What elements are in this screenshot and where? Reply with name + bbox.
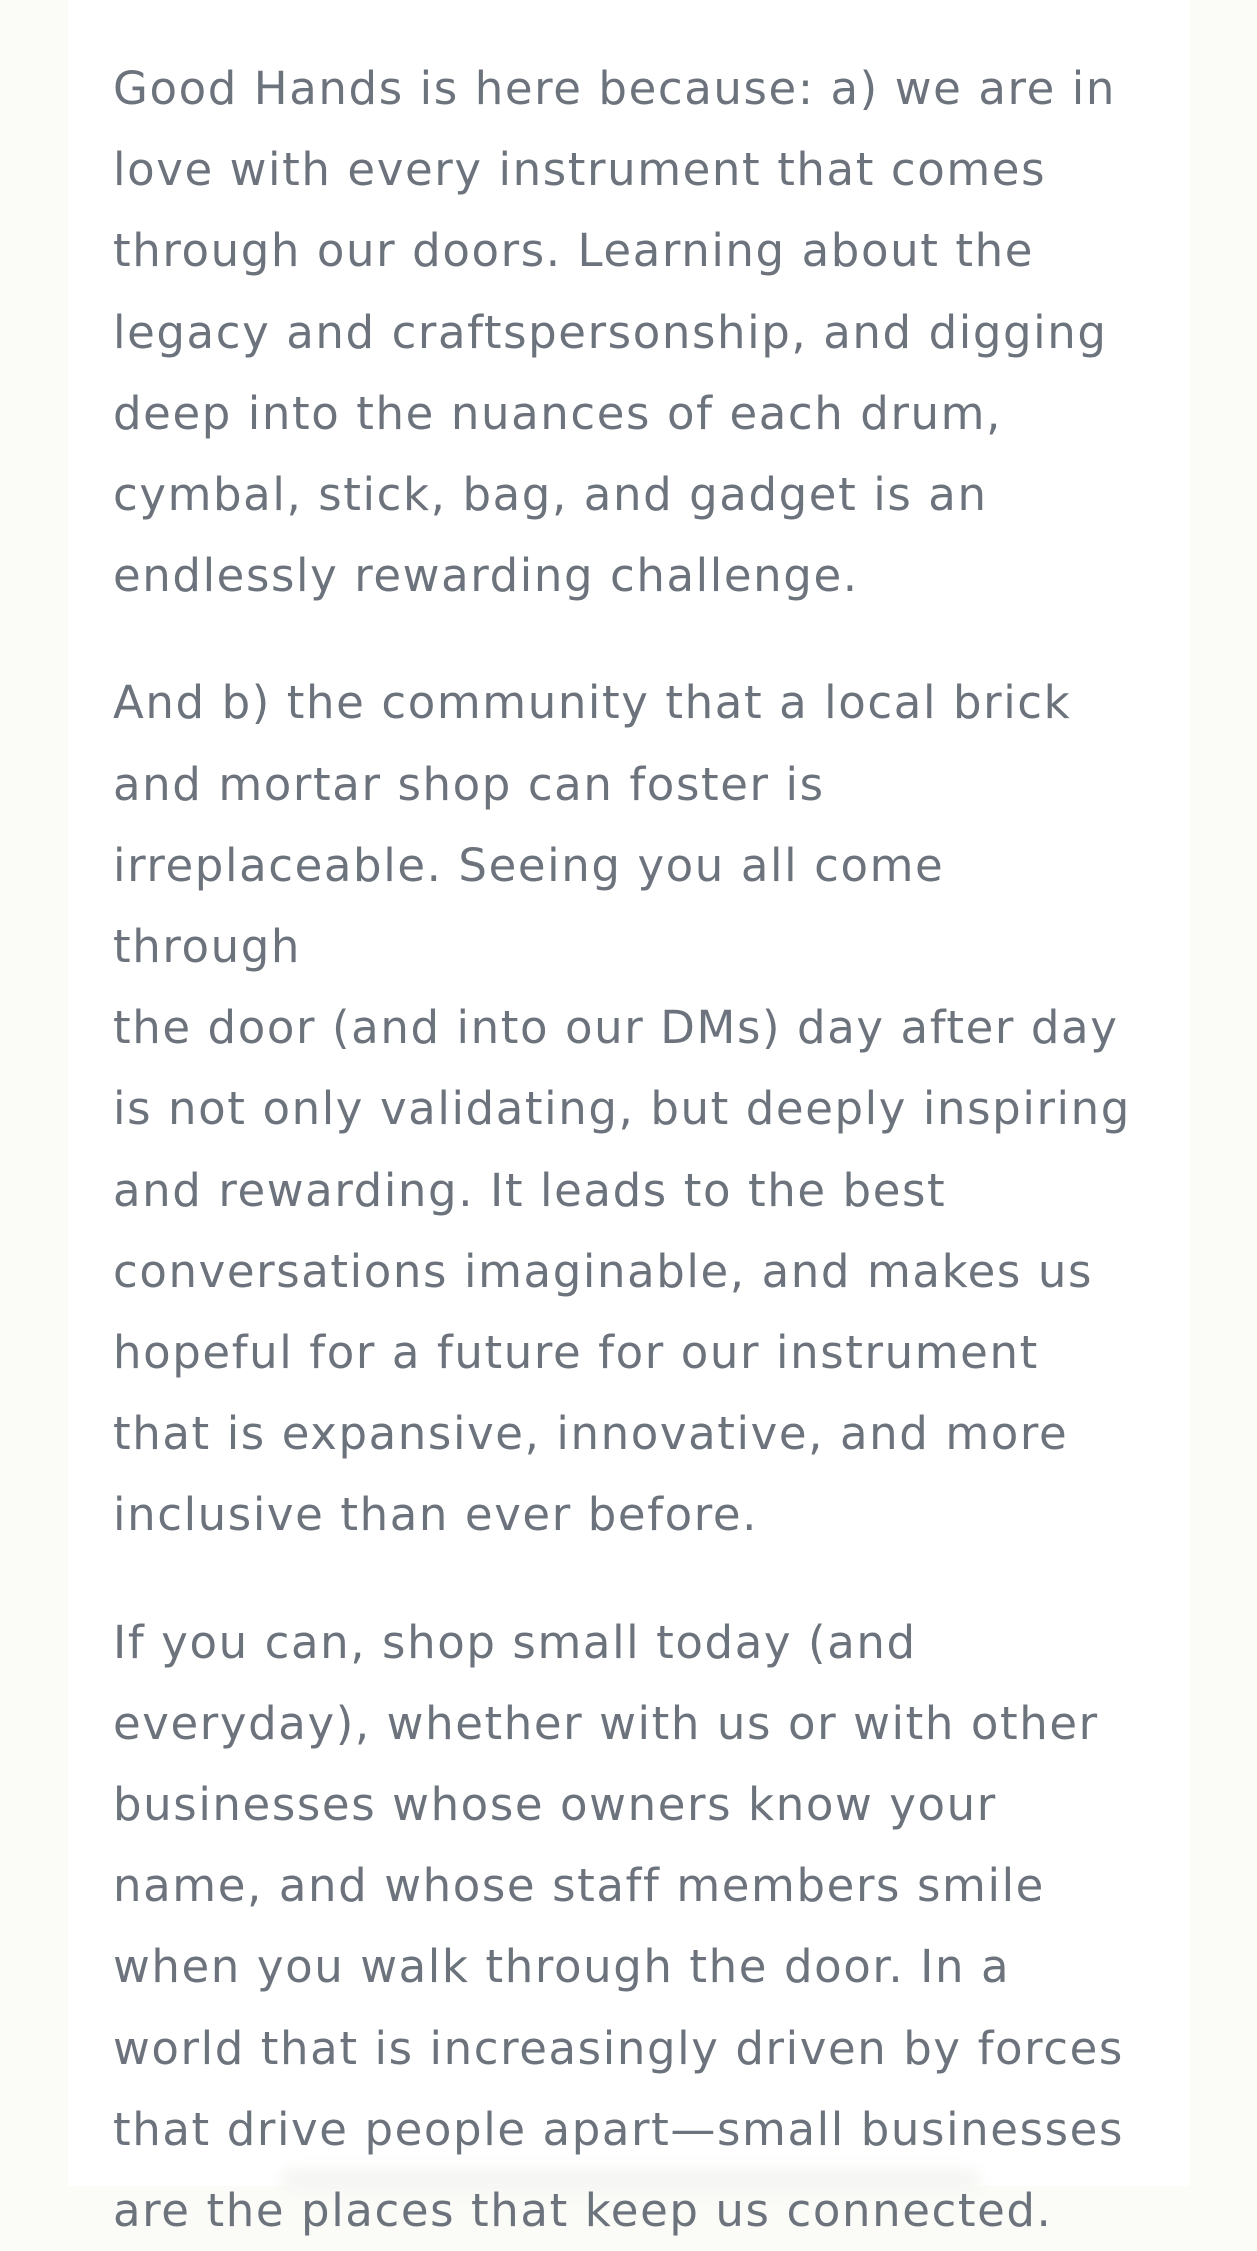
paragraph-3: If you can, shop small today (and everyday), whether with us or with other businesses whose owners know your name, and whose staff members smile when you walk through the door. In a world that is increasingly driven by forces that drive people apart—small businesses are the places that keep us connected. [113, 1615, 1124, 2238]
paragraph-1: Good Hands is here because: a) we are in love with every instrument that comes through our doors. Learning about the legacy and craftspersonship, and digging deep into the nuances of each drum, cymbal, stick, bag, and gadget is an endlessly rewarding challenge. [113, 62, 1117, 603]
article-body [113, 48, 1148, 2251]
paragraph-2: And b) the community that a local brick and mortar shop can foster is irreplaceable. Seeing you all come through the door (and into our DMs) day after day is not only validating, but deeply inspiring and rewarding. It leads to the best conversations imaginable, and makes us hopeful for a future for our instrument that is expansive, innovative, and more inclusive than ever before. [113, 676, 1131, 1542]
